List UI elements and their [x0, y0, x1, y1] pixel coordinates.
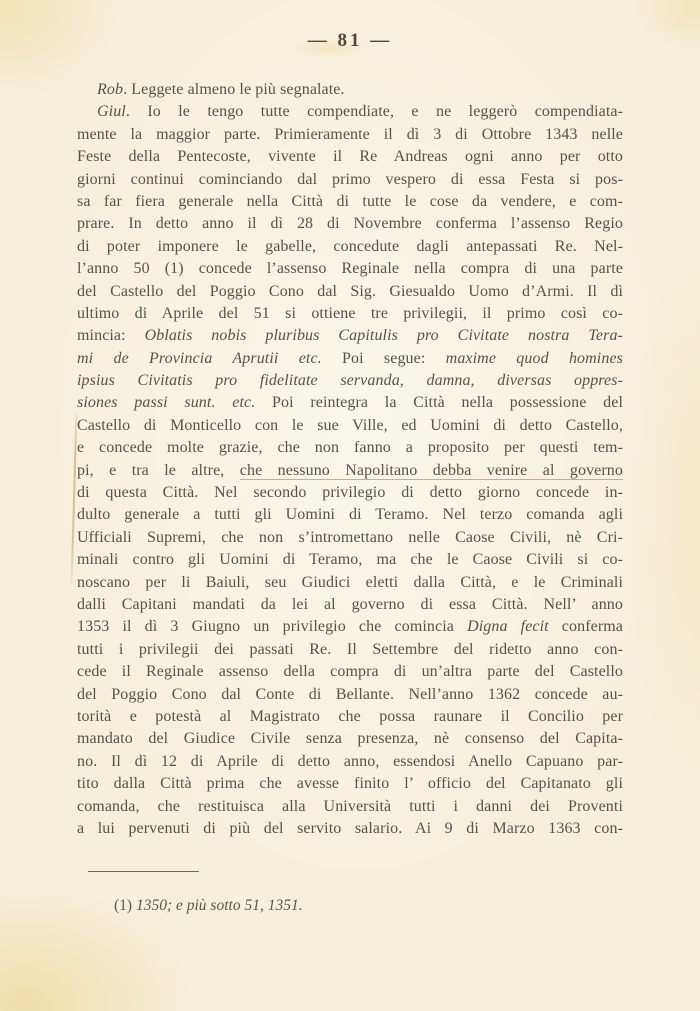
text-line — [77, 728, 623, 750]
text-segment: comanda, che restituisca alla Università tutti i danni dei Proventi — [77, 797, 623, 815]
text-line — [77, 370, 623, 392]
text-segment: a lui pervenuti di più del servito salario. Ai 9 di Marzo 1363 con- — [77, 819, 623, 837]
text-segment: Poi segue: — [321, 349, 446, 367]
text-line — [77, 146, 623, 168]
text-segment: torità e potestà al Magistrato che possa raunare il Concilio per — [77, 707, 623, 725]
text-segment: ipsius Civitatis pro fidelitate servanda, damna, diversas oppres- — [77, 372, 623, 390]
text-segment: prare. In detto anno il dì 28 di Novembre conferma l’assenso Regio — [77, 215, 623, 233]
text-line — [77, 79, 623, 101]
text-line — [77, 213, 623, 235]
body-text — [77, 79, 623, 840]
text-line — [77, 437, 623, 459]
text-line — [77, 303, 623, 325]
text-segment: mandato del Giudice Civile senza presenza, nè consenso del Capita- — [77, 730, 623, 748]
text-segment: minali contro gli Uomini di Teramo, ma che le Caose Civili si co- — [77, 551, 623, 569]
text-segment: mente la maggior parte. Primieramente il dì 3 di Ottobre 1343 nelle — [77, 125, 623, 143]
text-segment: e concede molte grazie, che non fanno a proposito per questi tem- — [77, 439, 623, 457]
text-segment: l’anno 50 (1) concede l’assenso Reginale nella compra di una parte — [77, 260, 623, 278]
text-segment: Oblatis nobis pluribus Capitulis pro Civitate nostra Tera- — [144, 327, 623, 345]
text-line — [77, 348, 623, 370]
text-line — [77, 258, 623, 280]
text-segment: giorni continui cominciando dal primo vespero di essa Festa si pos- — [77, 170, 623, 188]
text-segment: del Poggio Cono dal Conte di Bellante. Nell’anno 1362 concede au- — [77, 685, 623, 703]
text-line — [77, 572, 623, 594]
text-segment: Poi reintegra la Città nella possessione del — [255, 394, 623, 412]
text-segment: cede il Reginale assenso della compra di un’altra parte del Castello — [77, 663, 623, 681]
text-segment: tutti i privilegii dei passati Re. Il Settembre del ridetto anno con- — [77, 640, 623, 658]
text-segment: di poter imponere le gabelle, concedute dagli antepassati Re. Nel- — [77, 237, 623, 255]
text-line — [77, 236, 623, 258]
text-line — [77, 549, 623, 571]
text-segment: pi, e tra le altre, — [77, 461, 240, 479]
text-line — [77, 325, 623, 347]
footnote-text: 1350; e più sotto 51, 1351. — [135, 897, 303, 914]
text-segment: Rob — [97, 81, 124, 98]
text-line — [77, 281, 623, 303]
page-number: — 81 — — [307, 30, 393, 51]
text-segment: di questa Città. Nel secondo privilegio di detto giorno concede in- — [77, 484, 623, 502]
text-segment: dulto generale a tutti gli Uomini di Teramo. Nel terzo comanda agli — [77, 506, 623, 524]
text-segment: mincia: — [77, 327, 145, 345]
text-segment: siones passi sunt. etc. — [77, 394, 256, 412]
text-segment: Ufficiali Supremi, che non s’intromettano nelle Caose Civili, nè Cri- — [77, 528, 623, 546]
text-segment: Feste della Pentecoste, vivente il Re Andreas ogni anno per otto — [77, 148, 623, 166]
text-segment: Digna fecit — [467, 618, 549, 636]
text-segment: Giul — [97, 103, 126, 121]
text-line — [77, 818, 623, 840]
text-segment: ultimo di Aprile del 51 si ottiene tre privilegii, il primo così co- — [77, 304, 623, 322]
text-line — [77, 101, 623, 123]
text-segment: . Io le tengo tutte compendiate, e ne leggerò compendiata- — [125, 103, 623, 121]
footnote-separator-rule — [88, 871, 199, 872]
footnote-marker: (1) — [114, 897, 133, 914]
text-segment: dalli Capitani mandati da lei al governo di essa Città. Nell’ anno — [77, 595, 623, 613]
text-line — [77, 504, 623, 526]
text-segment: sa far fiera generale nella Città di tutte le cose da vendere, e com- — [77, 192, 623, 210]
underlined-text-segment: che nessuno Napolitano debba venire al governo — [239, 461, 624, 479]
text-line — [77, 616, 623, 638]
text-line — [77, 482, 623, 504]
text-segment: Castello di Monticello con le sue Ville, ed Uomini di detto Castello, — [77, 416, 623, 434]
text-line — [77, 415, 623, 437]
text-segment: conferma — [548, 618, 624, 636]
text-line — [77, 684, 623, 706]
text-line — [77, 751, 623, 773]
text-line — [77, 773, 623, 795]
text-line — [77, 661, 623, 683]
text-line — [77, 706, 623, 728]
text-segment: maxime quod homines — [445, 349, 623, 367]
text-segment: no. Il dì 12 di Aprile di detto anno, essendosi Anello Capuano par- — [77, 752, 623, 770]
text-line — [77, 460, 623, 482]
text-line — [77, 191, 623, 213]
text-segment: noscano per li Baiuli, seu Giudici eletti dalla Città, e le Criminali — [77, 573, 623, 591]
text-segment: tito dalla Città prima che avesse finito l’ officio del Capitanato gli — [77, 775, 623, 793]
text-line — [77, 594, 623, 616]
text-segment: del Castello del Poggio Cono dal Sig. Giesualdo Uomo d’Armi. Il dì — [77, 282, 623, 300]
text-segment: 1353 il dì 3 Giugno un privilegio che comincia — [77, 618, 468, 636]
text-segment: mi de Provincia Aprutii etc. — [77, 349, 322, 367]
text-line — [77, 527, 623, 549]
footnote — [114, 897, 303, 915]
text-line — [77, 796, 623, 818]
text-segment: . Leggete almeno le più segnalate. — [123, 81, 345, 98]
text-line — [77, 392, 623, 414]
text-line — [77, 639, 623, 661]
text-line — [77, 169, 623, 191]
text-line — [77, 124, 623, 146]
